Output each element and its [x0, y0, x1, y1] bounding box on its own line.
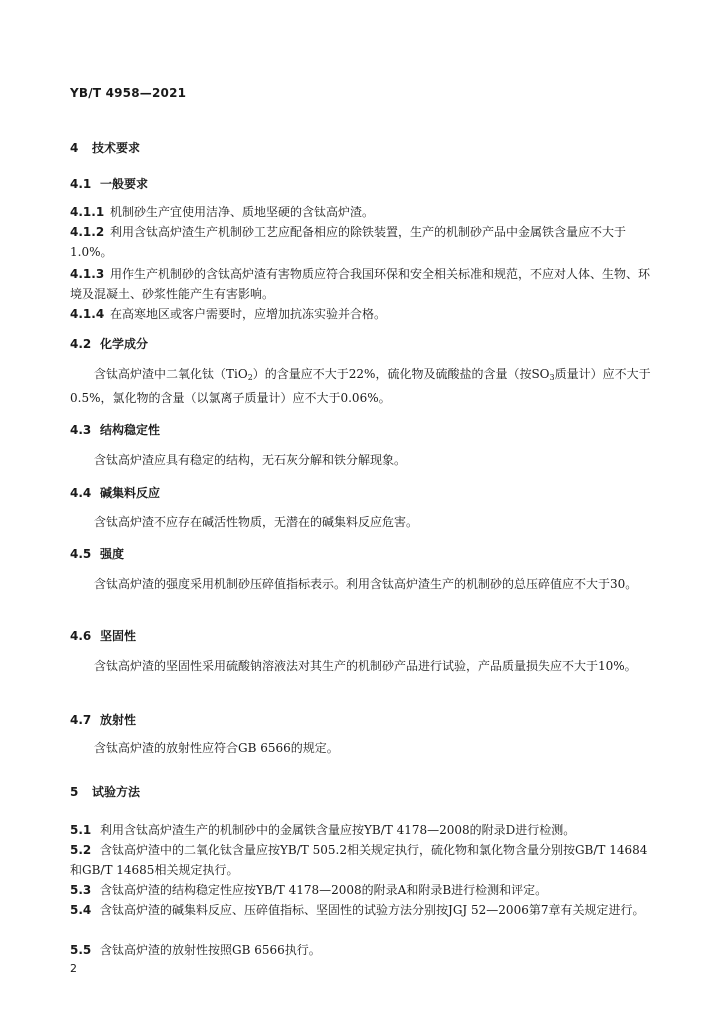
clause-4-3-text: 含钛高炉渣应具有稳定的结构，无石灰分解和铁分解现象。 — [94, 453, 407, 467]
clause-4-7-text: 含钛高炉渣的放射性应符合GB 6566的规定。 — [94, 741, 339, 755]
clause-text: 在高寒地区或客户需要时，应增加抗冻实验并合格。 — [110, 307, 387, 321]
clause-text: 含钛高炉渣中的二氧化钛含量应按YB/T 505.2相关规定执行，硫化物和氯化物含量分别按GB/T 14684和GB/T 14685相关规定执行。 — [70, 843, 648, 877]
clause-number: 4.1 — [70, 177, 92, 191]
clause-title: 一般要求 — [100, 177, 149, 191]
section-title: 技术要求 — [92, 141, 141, 155]
clause-title: 坚固性 — [100, 629, 137, 643]
section-title: 试验方法 — [92, 785, 141, 799]
clause-title: 结构稳定性 — [100, 423, 161, 437]
clause-4-2-heading — [70, 336, 148, 352]
clause-number: 4.5 — [70, 547, 92, 561]
clause-5-5 — [70, 940, 654, 960]
clause-4-1-1 — [70, 202, 654, 222]
clause-4-6-heading — [70, 628, 136, 644]
clause-5-1 — [70, 820, 654, 840]
clause-text: 利用含钛高炉渣生产的机制砂中的金属铁含量应按YB/T 4178—2008的附录D进行检测。 — [100, 823, 576, 837]
clause-number: 4.7 — [70, 713, 92, 727]
clause-text: 含钛高炉渣的碱集料反应、压碎值指标、坚固性的试验方法分别按JGJ 52—2006第7章有关规定进行。 — [100, 903, 645, 917]
clause-5-2 — [70, 840, 654, 880]
clause-4-1-4 — [70, 304, 654, 324]
clause-4-3-heading — [70, 422, 160, 438]
standard-code: YB/T 4958—2021 — [70, 86, 187, 100]
section-5-heading — [70, 784, 140, 800]
clause-number: 5.4 — [70, 903, 92, 917]
clause-4-2-text — [70, 364, 654, 408]
clause-4-1-2 — [70, 222, 654, 262]
subscript-3: 3 — [549, 373, 555, 382]
section-4-heading — [70, 140, 140, 156]
subscript-2: 2 — [247, 373, 253, 382]
clause-4-1-heading — [70, 176, 148, 192]
clause-4-6-text: 含钛高炉渣的坚固性采用硫酸钠溶液法对其生产的机制砂产品进行试验，产品质量损失应不大于10%。 — [94, 659, 637, 673]
clause-number: 4.1.4 — [70, 307, 105, 321]
clause-text: 用作生产机制砂的含钛高炉渣有害物质应符合我国环保和安全相关标准和规范，不应对人体、生物、环境及混凝土、砂浆性能产生有害影响。 — [70, 267, 651, 301]
clause-number: 5.5 — [70, 943, 92, 957]
clause-4-7-heading — [70, 712, 136, 728]
clause-text: 含钛高炉渣的结构稳定性应按YB/T 4178—2008的附录A和附录B进行检测和评定。 — [100, 883, 548, 897]
clause-number: 4.1.2 — [70, 225, 105, 239]
clause-5-3 — [70, 880, 654, 900]
clause-4-1-3 — [70, 264, 654, 304]
clause-number: 4.4 — [70, 486, 92, 500]
clause-4-5-heading — [70, 546, 124, 562]
chem-text-c: 质量计）应不大于0.5%，氯化物的含量（以氯离子质量计）应不大于0.06%。 — [70, 367, 651, 405]
clause-title: 强度 — [100, 547, 125, 561]
clause-number: 4.6 — [70, 629, 92, 643]
section-number: 4 — [70, 141, 79, 155]
clause-text: 含钛高炉渣的放射性按照GB 6566执行。 — [100, 943, 321, 957]
chem-text-b: ）的含量应不大于22%，硫化物及硫酸盐的含量（按SO — [252, 367, 550, 381]
clause-title: 化学成分 — [100, 337, 149, 351]
clause-number: 5.1 — [70, 823, 92, 837]
clause-number: 4.1.3 — [70, 267, 105, 281]
clause-text: 利用含钛高炉渣生产机制砂工艺应配备相应的除铁装置，生产的机制砂产品中金属铁含量应不大于1.0%。 — [70, 225, 627, 259]
clause-number: 5.2 — [70, 843, 92, 857]
clause-text: 机制砂生产宜使用洁净、质地坚硬的含钛高炉渣。 — [110, 205, 375, 219]
clause-title: 碱集料反应 — [100, 486, 161, 500]
clause-number: 5.3 — [70, 883, 92, 897]
clause-title: 放射性 — [100, 713, 137, 727]
clause-number: 4.2 — [70, 337, 92, 351]
clause-number: 4.3 — [70, 423, 92, 437]
clause-4-4-heading — [70, 485, 160, 501]
clause-number: 4.1.1 — [70, 205, 105, 219]
clause-4-4-text: 含钛高炉渣不应存在碱活性物质，无潜在的碱集料反应危害。 — [94, 515, 419, 529]
section-number: 5 — [70, 785, 79, 799]
page-number: 2 — [70, 962, 77, 975]
clause-5-4 — [70, 900, 654, 920]
chem-text-a: 含钛高炉渣中二氧化钛（TiO — [94, 367, 248, 381]
clause-4-5-text: 含钛高炉渣的强度采用机制砂压碎值指标表示。利用含钛高炉渣生产的机制砂的总压碎值应不大于30。 — [94, 577, 638, 591]
